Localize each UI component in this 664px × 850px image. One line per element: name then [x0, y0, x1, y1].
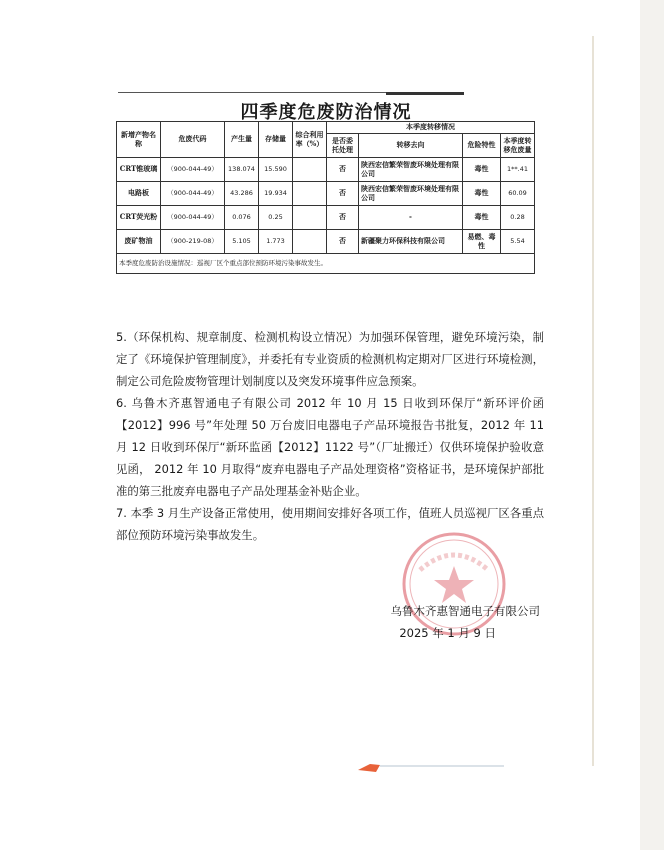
cell-name: 电路板 — [117, 182, 161, 206]
cell-hazard: 毒性 — [463, 182, 501, 206]
cell-amount: 5.54 — [501, 230, 535, 254]
cell-production: 138.074 — [225, 158, 259, 182]
cell-dest: 陕西宏信繁荣智废环境处理有限公司 — [359, 182, 463, 206]
cell-dest: 陕西宏信繁荣智废环境处理有限公司 — [359, 158, 463, 182]
cell-amount: 60.09 — [501, 182, 535, 206]
signature-block — [340, 600, 540, 644]
paragraph-7: 7. 本季 3 月生产设备正常使用，使用期间安排好各项工作，值班人员巡视厂区各重点部位预防环境污染事故发生。 — [116, 506, 544, 542]
cell-hazard: 易燃、毒性 — [463, 230, 501, 254]
signature-date: 2025 年 1 月 9 日 — [399, 626, 496, 640]
header-waste-name: 新增产物名称 — [117, 122, 161, 158]
paragraph-5: 5.（环保机构、规章制度、检测机构设立情况）为加强环保管理，避免环境污染，制定了《环境保护管理制度》，并委托有专业资质的检测机构定期对厂区进行环境检测，制定公司危险废物管理计划制度以及突发环境事件应急预案。 — [116, 330, 544, 388]
cell-rate — [293, 230, 327, 254]
cell-code: （900-044-49） — [161, 206, 225, 230]
cell-dest: - — [359, 206, 463, 230]
table-row — [117, 158, 535, 182]
table-note: 本季度危废防治设施情况：巡视厂区个重点部位预防环境污染事故发生。 — [117, 254, 535, 274]
header-transferred: 本季度转移危废量 — [501, 134, 535, 158]
cell-amount: 0.28 — [501, 206, 535, 230]
header-transfer-group: 本季度转移情况 — [327, 122, 535, 134]
cell-storage: 19.934 — [259, 182, 293, 206]
table-title: 四季度危废防治情况 — [240, 102, 412, 123]
cell-storage: 0.25 — [259, 206, 293, 230]
hazardous-waste-table — [116, 121, 535, 274]
header-self-disposal: 是否委托处理 — [327, 134, 359, 158]
cell-production: 5.105 — [225, 230, 259, 254]
cell-delegated: 否 — [327, 158, 359, 182]
cell-production: 43.286 — [225, 182, 259, 206]
cell-hazard: 毒性 — [463, 206, 501, 230]
table-row — [117, 230, 535, 254]
table-row — [117, 182, 535, 206]
scan-mark-icon — [356, 758, 506, 778]
cell-name: CRT荧光粉 — [117, 206, 161, 230]
cell-dest: 新疆聚力环保科技有限公司 — [359, 230, 463, 254]
table-row — [117, 206, 535, 230]
paragraph-6: 6. 乌鲁木齐惠智通电子有限公司 2012 年 10 月 15 日收到环保厅“新环评价函【2012】996 号”年处理 50 万台废旧电器电子产品环境报告书批复，2012 年 11 月 12 日收到环保厅“新环监函【2012】1122 号”（厂址搬迁）仅供环境保护验收意见函， 2012 年 10 月取得“废弃电器电子产品处理资格”资格证书，是环境保护部批准的第三批废弃电器电子产品处理基金补贴企业。 — [116, 396, 544, 498]
cell-code: （900-044-49） — [161, 158, 225, 182]
header-waste-code: 危废代码 — [161, 122, 225, 158]
cell-delegated: 否 — [327, 182, 359, 206]
cell-name: CRT锥玻璃 — [117, 158, 161, 182]
cell-name: 废矿物油 — [117, 230, 161, 254]
header-utilization-rate: 综合利用率（%） — [293, 122, 327, 158]
cell-code: （900-044-49） — [161, 182, 225, 206]
cell-amount: 1**.41 — [501, 158, 535, 182]
body-text — [116, 326, 544, 546]
cell-rate — [293, 158, 327, 182]
scan-edge-strip — [640, 0, 664, 850]
cell-production: 0.076 — [225, 206, 259, 230]
header-storage: 存储量 — [259, 122, 293, 158]
cell-storage: 15.590 — [259, 158, 293, 182]
cell-delegated: 否 — [327, 206, 359, 230]
top-divider-bold — [386, 92, 464, 95]
header-production: 产生量 — [225, 122, 259, 158]
cell-code: （900-219-08） — [161, 230, 225, 254]
cell-hazard: 毒性 — [463, 158, 501, 182]
scan-edge-line — [592, 36, 594, 766]
header-transfer-dest: 转移去向 — [359, 134, 463, 158]
signature-company: 乌鲁木齐惠智通电子有限公司 — [390, 604, 540, 618]
header-hazard: 危险特性 — [463, 134, 501, 158]
cell-rate — [293, 182, 327, 206]
cell-delegated: 否 — [327, 230, 359, 254]
cell-rate — [293, 206, 327, 230]
cell-storage: 1.773 — [259, 230, 293, 254]
